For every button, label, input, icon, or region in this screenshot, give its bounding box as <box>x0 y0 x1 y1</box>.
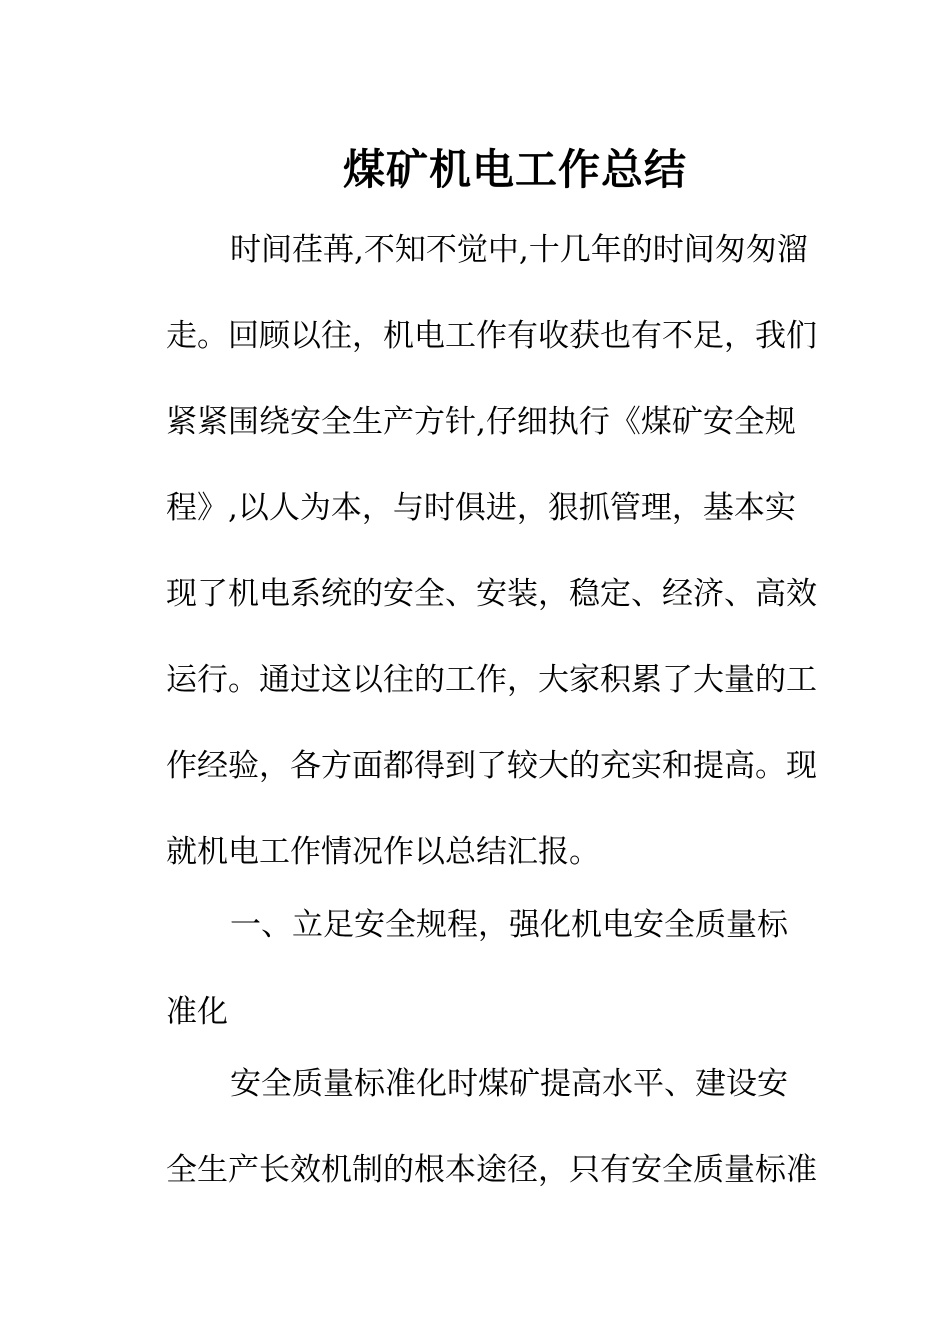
section-heading-line: 一、立足安全规程，强化机电安全质量标 <box>230 907 788 943</box>
paragraph-line: 现了机电系统的安全、安装，稳定、经济、高效 <box>166 576 817 612</box>
paragraph-line: 时间荏苒,不知不觉中,十几年的时间匆匆溜 <box>230 232 808 268</box>
paragraph-line: 运行。通过这以往的工作，大家积累了大量的工 <box>166 662 817 698</box>
paragraph-line: 全生产长效机制的根本途径，只有安全质量标准 <box>166 1152 817 1188</box>
paragraph-line: 就机电工作情况作以总结汇报。 <box>166 834 600 870</box>
paragraph-line: 安全质量标准化时煤矿提高水平、建设安 <box>230 1066 788 1102</box>
paragraph-line: 程》,以人为本，与时俱进，狠抓管理，基本实 <box>166 490 796 526</box>
paragraph-line: 走。回顾以往，机电工作有收获也有不足，我们 <box>166 318 817 354</box>
document-title: 煤矿机电工作总结 <box>342 145 687 194</box>
section-heading-line: 准化 <box>166 994 228 1030</box>
paragraph-line: 作经验，各方面都得到了较大的充实和提高。现 <box>166 748 817 784</box>
paragraph-line: 紧紧围绕安全生产方针,仔细执行《煤矿安全规 <box>166 404 796 440</box>
